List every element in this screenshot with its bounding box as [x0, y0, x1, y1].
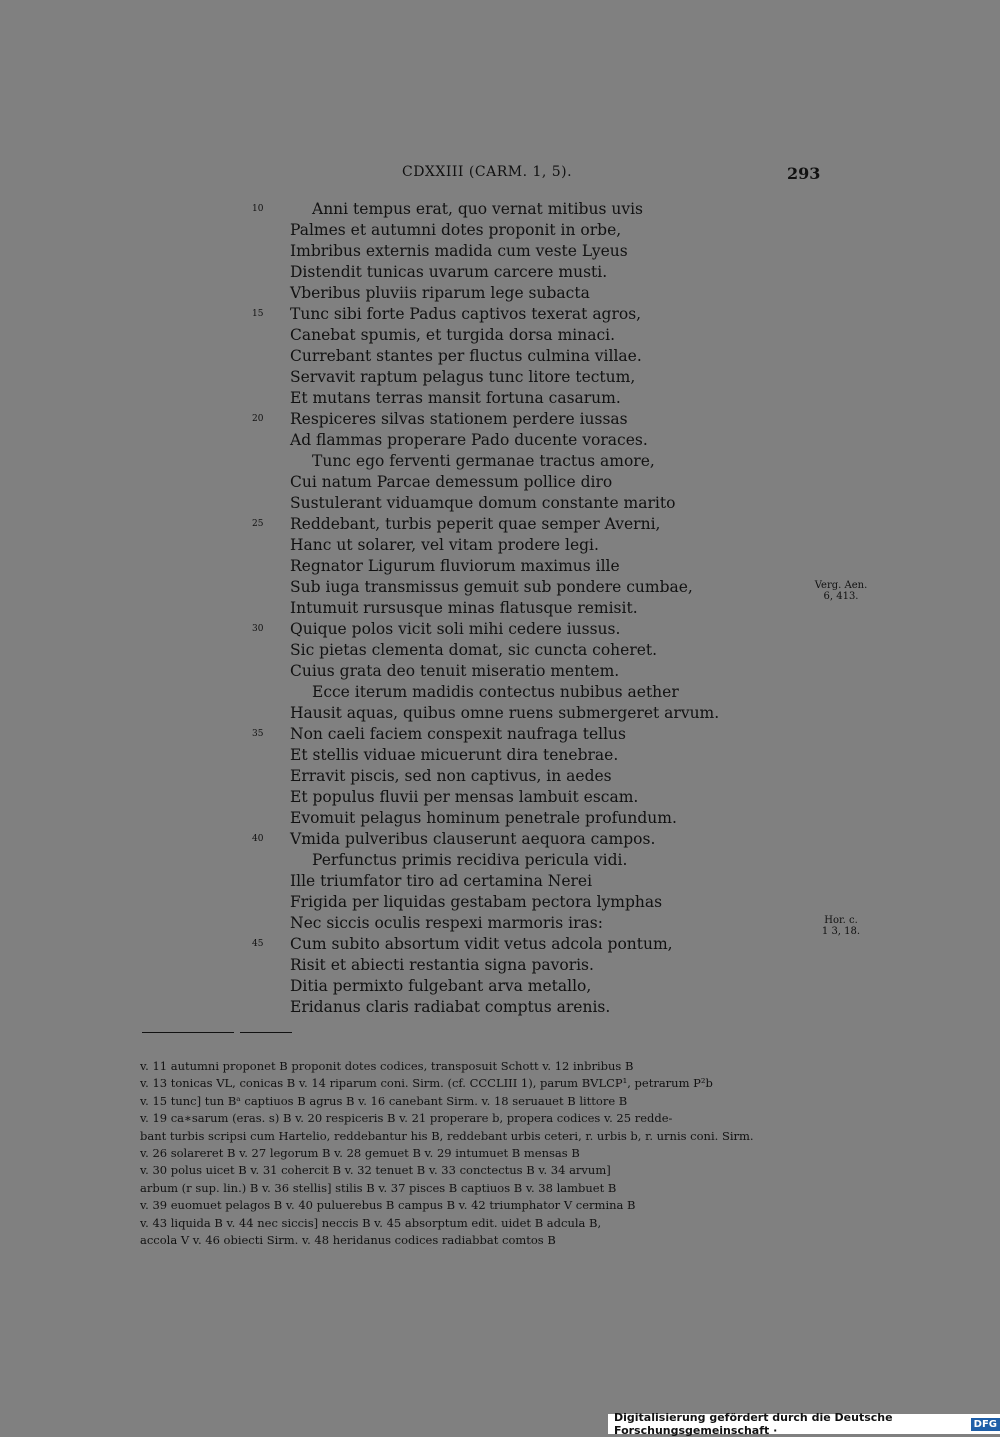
poem-line — [290, 535, 750, 556]
footer-text: Digitalisierung gefördert durch die Deutsche Forschungsgemeinschaft · — [614, 1411, 893, 1437]
poem-line-text: Cuius grata deo tenuit miseratio mentem. — [290, 662, 620, 680]
poem-line — [252, 619, 750, 640]
poem-line — [290, 892, 750, 913]
apparatus-line: bant turbis scripsi cum Hartelio, reddebantur his B, reddebant urbis ceteri, r. urbis b, r. urnis coni. Sirm. — [140, 1128, 754, 1143]
poem-line — [290, 955, 750, 976]
poem-line-text: Vmida pulveribus clauserunt aequora campos. — [290, 830, 656, 848]
poem-line-text: Ditia permixto fulgebant arva metallo, — [290, 977, 592, 995]
poem-line — [290, 976, 750, 997]
poem-line — [290, 325, 750, 346]
poem-line — [252, 199, 750, 220]
apparatus-line: v. 19 ca∗sarum (eras. s) B v. 20 respiceris B v. 21 properare b, propera codices v. 25 redde- — [140, 1111, 673, 1126]
poem-line — [290, 430, 750, 451]
poem-line-text: Hausit aquas, quibus omne ruens submergeret arvum. — [290, 704, 720, 722]
line-number: 35 — [252, 729, 264, 739]
poem-line — [290, 577, 750, 598]
poem-line — [290, 913, 750, 934]
marginal-note-line: 1 3, 18. — [821, 926, 861, 937]
poem-line-text: Tunc ego ferventi germanae tractus amore, — [312, 452, 655, 470]
poem-line — [252, 934, 750, 955]
poem-line-text: Ille triumfator tiro ad certamina Nerei — [290, 872, 593, 890]
poem-line-text: Et populus fluvii per mensas lambuit escam. — [290, 788, 639, 806]
poem-line-text: Erravit piscis, sed non captivus, in aedes — [290, 767, 612, 785]
apparatus-line: accola V v. 46 obiecti Sirm. v. 48 heridanus codices radiabbat comtos B — [140, 1232, 556, 1247]
poem-line-text: Et mutans terras mansit fortuna casarum. — [290, 389, 621, 407]
poem-line-text: Sustulerant viduamque domum constante marito — [290, 494, 676, 512]
poem-line — [290, 640, 750, 661]
poem-line-text: Perfunctus primis recidiva pericula vidi. — [312, 851, 628, 869]
poem-line — [290, 703, 750, 724]
poem-line — [290, 661, 750, 682]
poem-line-text: Cum subito absortum vidit vetus adcola pontum, — [290, 935, 673, 953]
line-number: 30 — [252, 624, 264, 634]
poem-line — [290, 472, 750, 493]
apparatus-line: v. 13 tonicas VL, conicas B v. 14 riparum coni. Sirm. (cf. CCCLIII 1), parum BVLCP¹, petrarum P²b — [140, 1076, 713, 1091]
poem-line-text: Imbribus externis madida cum veste Lyeus — [290, 242, 628, 260]
poem-line — [290, 808, 750, 829]
poem-line — [290, 871, 750, 892]
poem-line — [290, 283, 750, 304]
poem-line-text: Respiceres silvas stationem perdere iussas — [290, 410, 628, 428]
poem-line — [290, 997, 750, 1018]
poem-line — [290, 262, 750, 283]
poem-line — [290, 367, 750, 388]
marginal-note-hor — [806, 915, 876, 937]
apparatus-divider — [142, 1032, 234, 1033]
poem-line-text: Sub iuga transmissus gemuit sub pondere cumbae, — [290, 578, 693, 596]
poem-line — [252, 409, 750, 430]
poem-line-text: Distendit tunicas uvarum carcere musti. — [290, 263, 608, 281]
line-number: 25 — [252, 519, 264, 529]
apparatus-line: v. 43 liquida B v. 44 nec siccis] neccis B v. 45 absorptum edit. uidet B adcula B, — [140, 1215, 602, 1230]
marginal-note-line: 6, 413. — [823, 591, 859, 602]
page-header-title: CDXXIII (CARM. 1, 5). — [402, 164, 573, 180]
apparatus-divider — [240, 1032, 292, 1033]
apparatus-line: v. 39 euomuet pelagos B v. 40 puluerebus B campus B v. 42 triumphator V cermina B — [140, 1198, 636, 1213]
poem-line — [290, 451, 750, 472]
poem-line-text: Quique polos vicit soli mihi cedere iussus. — [290, 620, 621, 638]
line-number: 10 — [252, 204, 264, 214]
poem-line-text: Et stellis viduae micuerunt dira tenebrae. — [290, 746, 619, 764]
page-number: 293 — [787, 164, 821, 183]
critical-apparatus — [140, 1058, 810, 1249]
poem-line-text: Non caeli faciem conspexit naufraga tellus — [290, 725, 626, 743]
poem-line-text: Palmes et autumni dotes proponit in orbe, — [290, 221, 622, 239]
poem-line-text: Anni tempus erat, quo vernat mitibus uvis — [312, 200, 643, 218]
apparatus-line: v. 15 tunc] tun Bᵃ captiuos B agrus B v. 16 canebant Sirm. v. 18 seruauet B littore B — [140, 1093, 628, 1108]
poem-line-text: Currebant stantes per fluctus culmina villae. — [290, 347, 642, 365]
poem-line — [290, 241, 750, 262]
poem-line — [252, 514, 750, 535]
poem-line — [290, 346, 750, 367]
poem-line-text: Eridanus claris radiabat comptus arenis. — [290, 998, 611, 1016]
poem-line-text: Evomuit pelagus hominum penetrale profundum. — [290, 809, 677, 827]
poem-line-text: Servavit raptum pelagus tunc litore tectum, — [290, 368, 636, 386]
poem-line — [290, 388, 750, 409]
line-number: 15 — [252, 309, 264, 319]
line-number: 45 — [252, 939, 264, 949]
poem-line-text: Sic pietas clementa domat, sic cuncta coheret. — [290, 641, 658, 659]
apparatus-line: arbum (r sup. lin.) B v. 36 stellis] stilis B v. 37 pisces B captiuos B v. 38 lambuet B — [140, 1180, 617, 1195]
poem-line — [290, 850, 750, 871]
line-number: 20 — [252, 414, 264, 424]
poem-line — [252, 829, 750, 850]
poem-line-text: Cui natum Parcae demessum pollice diro — [290, 473, 613, 491]
poem-line — [290, 598, 750, 619]
marginal-note-line: Hor. c. — [824, 915, 858, 926]
poem-line-text: Canebat spumis, et turgida dorsa minaci. — [290, 326, 616, 344]
poem-line-text: Ad flammas properare Pado ducente voraces. — [290, 431, 648, 449]
poem-line — [290, 220, 750, 241]
poem-line — [290, 493, 750, 514]
poem-line — [290, 556, 750, 577]
poem-line-text: Tunc sibi forte Padus captivos texerat agros, — [290, 305, 642, 323]
poem-line — [290, 745, 750, 766]
poem-line-text: Regnator Ligurum fluviorum maximus ille — [290, 557, 620, 575]
poem-line-text: Intumuit rursusque minas flatusque remisit. — [290, 599, 638, 617]
poem-body — [252, 199, 750, 1018]
apparatus-line: v. 26 solareret B v. 27 legorum B v. 28 gemuet B v. 29 intumuet B mensas B — [140, 1145, 580, 1160]
poem-line-text: Hanc ut solarer, vel vitam prodere legi. — [290, 536, 599, 554]
poem-line-text: Vberibus pluviis riparum lege subacta — [290, 284, 590, 302]
poem-line-text: Nec siccis oculis respexi marmoris iras: — [290, 914, 603, 932]
apparatus-line: v. 11 autumni proponet B proponit dotes codices, transposuit Schott v. 12 inbribus B — [140, 1059, 634, 1073]
poem-line-text: Ecce iterum madidis contectus nubibus aether — [312, 683, 679, 701]
poem-line — [290, 787, 750, 808]
poem-line — [252, 724, 750, 745]
apparatus-line: v. 30 polus uicet B v. 31 cohercit B v. 32 tenuet B v. 33 conctectus B v. 34 arvum] — [140, 1163, 611, 1178]
dfg-logo: DFG — [971, 1418, 1000, 1431]
marginal-note-verg — [806, 580, 876, 602]
poem-line — [290, 682, 750, 703]
poem-line-text: Risit et abiecti restantia signa pavoris. — [290, 956, 594, 974]
dfg-footer-bar[interactable] — [608, 1411, 1000, 1437]
poem-line — [290, 766, 750, 787]
poem-line-text: Reddebant, turbis peperit quae semper Averni, — [290, 515, 661, 533]
marginal-note-line: Verg. Aen. — [814, 580, 868, 591]
poem-line-text: Frigida per liquidas gestabam pectora lymphas — [290, 893, 663, 911]
poem-line — [252, 304, 750, 325]
line-number: 40 — [252, 834, 264, 844]
